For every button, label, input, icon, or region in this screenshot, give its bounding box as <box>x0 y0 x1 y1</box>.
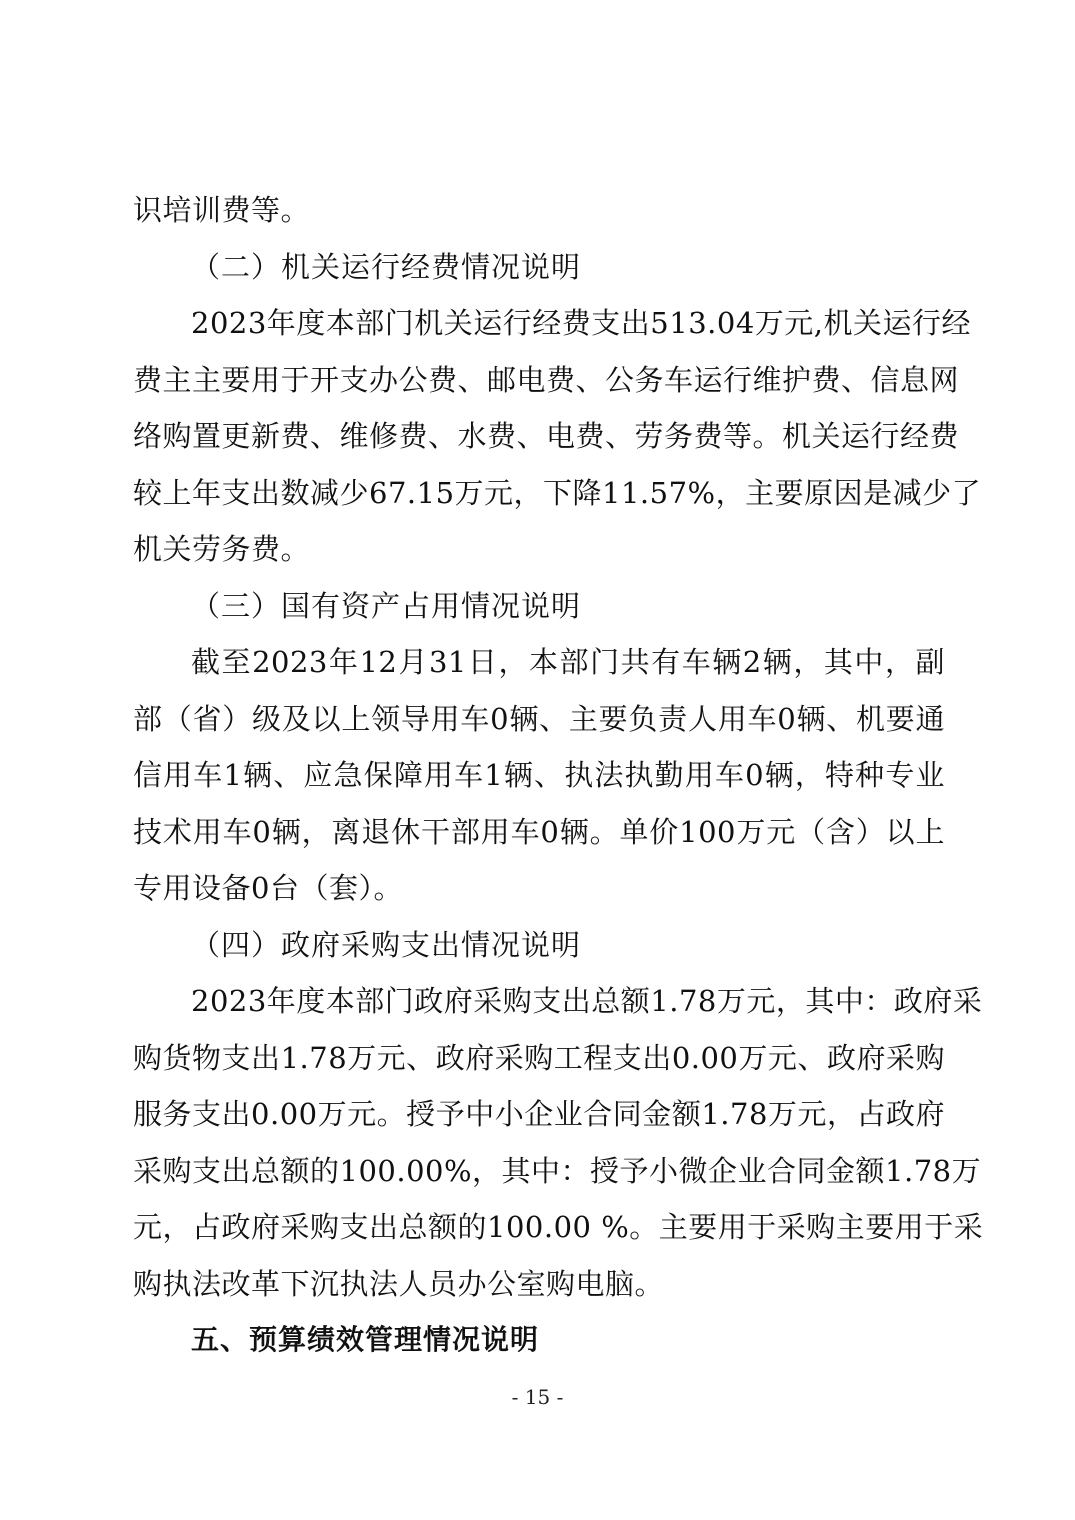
section-heading-performance-management: 五、预算绩效管理情况说明 <box>191 1323 540 1356</box>
section-subheading-state-assets: （三）国有资产占用情况说明 <box>191 588 582 623</box>
paragraph-line: 采购支出总额的100.00%，其中：授予小微企业合同金额1.78万 <box>133 1153 982 1188</box>
paragraph-line: 服务支出0.00万元。授予中小企业合同金额1.78万元，占政府 <box>133 1097 945 1131</box>
page-number: - 15 - <box>511 1385 564 1409</box>
paragraph-line: 费主主要用于开支办公费、邮电费、公务车运行维护费、信息网 <box>133 362 960 397</box>
paragraph-line: 信用车1辆、应急保障用车1辆、执法执勤用车0辆，特种专业 <box>133 758 945 792</box>
paragraph-line: 技术用车0辆，离退休干部用车0辆。单价100万元（含）以上 <box>133 814 945 849</box>
paragraph-line: 元，占政府采购支出总额的100.00 %。主要用于采购主要用于采 <box>133 1210 984 1244</box>
paragraph-line: 专用设备0台（套）。 <box>133 871 403 905</box>
paragraph-line: 2023年度本部门政府采购支出总额1.78万元，其中：政府采 <box>191 984 983 1018</box>
paragraph-line: 部（省）级及以上领导用车0辆、主要负责人用车0辆、机要通 <box>133 701 945 736</box>
paragraph-line: 识培训费等。 <box>133 193 311 227</box>
paragraph-line: 购货物支出1.78万元、政府采购工程支出0.00万元、政府采购 <box>133 1040 945 1075</box>
document-body <box>133 182 984 1369</box>
section-subheading-procurement: （四）政府采购支出情况说明 <box>191 927 582 962</box>
paragraph-line: 机关劳务费。 <box>133 532 311 566</box>
paragraph-line: 2023年度本部门机关运行经费支出513.04万元,机关运行经 <box>191 306 971 340</box>
paragraph-line: 较上年支出数减少67.15万元，下降11.57%，主要原因是减少了 <box>133 475 982 510</box>
paragraph-line: 购执法改革下沉执法人员办公室购电脑。 <box>133 1266 665 1301</box>
paragraph-line: 截至2023年12月31日，本部门共有车辆2辆，其中，副 <box>191 645 945 679</box>
paragraph-line: 络购置更新费、维修费、水费、电费、劳务费等。机关运行经费 <box>133 419 960 453</box>
section-subheading-operating-expenses: （二）机关运行经费情况说明 <box>191 249 582 284</box>
